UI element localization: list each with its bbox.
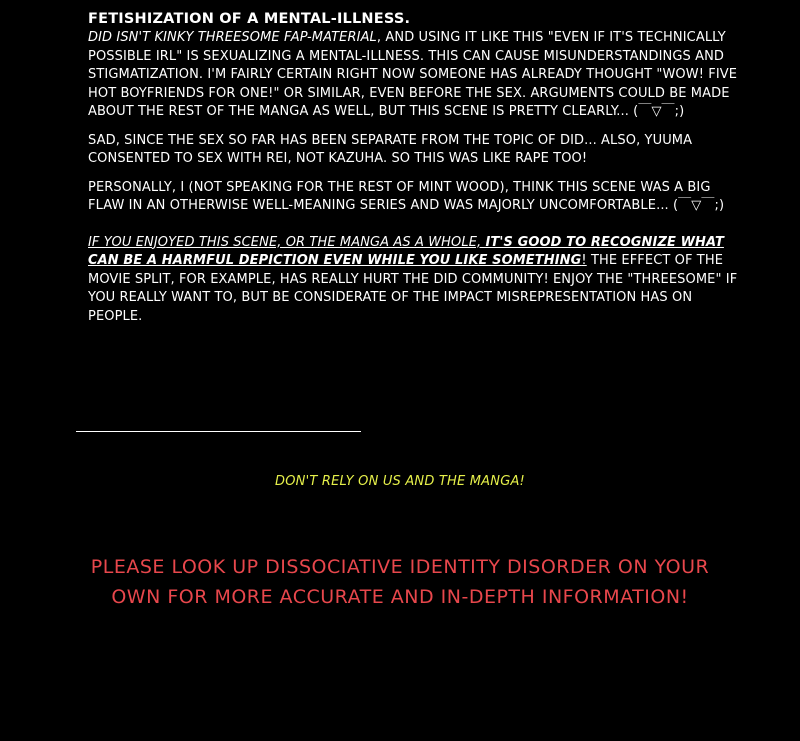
paragraph-opinion: PERSONALLY, I (NOT SPEAKING FOR THE REST OF MINT WOOD), THINK THIS SCENE WAS A BIG FLAW IN AN OTHERWISE WELL-MEANING SERIES AND WAS MAJORLY UNCOMFORTABLE... (￣▽￣;)	[88, 179, 725, 213]
translator-note	[88, 10, 738, 326]
note-heading: FETISHIZATION OF A MENTAL-ILLNESS.	[88, 11, 411, 27]
callout-look-up-did: PLEASE LOOK UP DISSOCIATIVE IDENTITY DISORDER ON YOUR OWN FOR MORE ACCURATE AND IN-DEPTH INFORMATION!	[90, 556, 710, 608]
paragraph-lead-italic: DID ISN'T KINKY THREESOME FAP-MATERIAL	[88, 30, 377, 45]
paragraph-body: , AND USING IT LIKE THIS "EVEN IF IT'S TECHNICALLY POSSIBLE IRL" IS SEXUALIZING A MENTAL-ILLNESS. THIS CAN CAUSE MISUNDERSTANDINGS AND STIGMATIZATION. I'M FAIRLY CERTAIN RIGHT NOW SOMEONE HAS ALREADY THOUGHT "WOW! FIVE HOT BOYFRIENDS FOR ONE!" OR SIMILAR, EVEN BEFORE THE SEX. ARGUMENTS COULD BE MADE ABOUT THE REST OF THE MANGA AS WELL, BUT THIS SCENE IS PRETTY CLEARLY... (￣▽￣;)	[88, 30, 738, 119]
paragraph-lead-underlined: IF YOU ENJOYED THIS SCENE, OR THE MANGA AS A WHOLE,	[88, 234, 486, 250]
paragraph-body: THE EFFECT OF THE MOVIE SPLIT, FOR EXAMPLE, HAS REALLY HURT THE DID COMMUNITY! ENJOY THE "THREESOME" IF YOU REALLY WANT TO, BUT BE CONSIDERATE OF THE IMPACT MISREPRESENTATION HAS ON PEOPLE.	[88, 253, 738, 324]
paragraph-exclamation: !	[581, 253, 587, 268]
paragraph-consent: SAD, SINCE THE SEX SO FAR HAS BEEN SEPARATE FROM THE TOPIC OF DID... ALSO, YUUMA CONSENTED TO SEX WITH REI, NOT KAZUHA. SO THIS WAS LIKE RAPE TOO!	[88, 132, 693, 166]
paragraph-fetishization	[88, 29, 738, 122]
callout-dont-rely: DON'T RELY ON US AND THE MANGA!	[275, 474, 525, 489]
divider-line	[76, 431, 361, 432]
paragraph-recognize	[88, 234, 738, 327]
paragraph-emphasis: IT'S GOOD TO RECOGNIZE WHAT CAN BE A HARMFUL DEPICTION EVEN WHILE YOU LIKE SOMETHING	[88, 234, 724, 268]
